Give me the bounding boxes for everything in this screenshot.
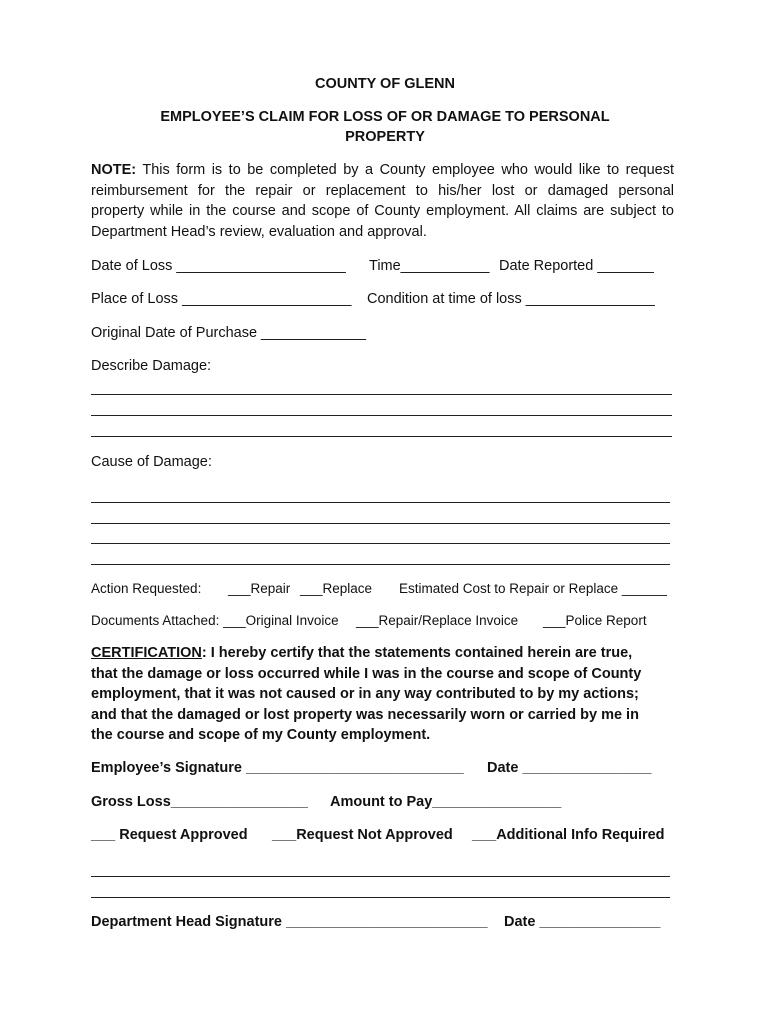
request-not-approved-option[interactable]: ___Request Not Approved bbox=[272, 827, 453, 843]
place-of-loss-field[interactable]: Place of Loss _____________________ bbox=[91, 291, 352, 307]
dept-head-date-field[interactable]: Date _______________ bbox=[504, 914, 661, 930]
form-title-line1: EMPLOYEE’S CLAIM FOR LOSS OF OR DAMAGE TO PERSONAL bbox=[160, 109, 610, 125]
cause-of-damage-label: Cause of Damage: bbox=[91, 454, 212, 470]
note-paragraph bbox=[91, 160, 674, 242]
employee-date-field[interactable]: Date ________________ bbox=[487, 760, 652, 776]
dept-head-signature-field[interactable]: Department Head Signature _________________________ bbox=[91, 914, 488, 930]
additional-info-option[interactable]: ___Additional Info Required bbox=[472, 827, 665, 843]
original-invoice-option[interactable]: Documents Attached: ___Original Invoice bbox=[91, 613, 339, 628]
describe-damage-label: Describe Damage: bbox=[91, 358, 212, 374]
cause-of-damage-line[interactable] bbox=[91, 564, 670, 565]
certification-label: CERTIFICATION bbox=[91, 645, 202, 661]
note-line4: Department Head’s review, evaluation and approval. bbox=[91, 223, 427, 240]
certification-line2: that the damage or loss occurred while I was in the course and scope of County bbox=[91, 665, 642, 682]
police-report-option[interactable]: ___Police Report bbox=[543, 613, 647, 628]
repair-replace-invoice-option[interactable]: ___Repair/Replace Invoice bbox=[356, 613, 519, 628]
cause-of-damage-line[interactable] bbox=[91, 543, 670, 544]
note-line3: property while in the course and scope of County employment. All claims are subject to bbox=[91, 203, 674, 219]
employee-signature-field[interactable]: Employee’s Signature ___________________________ bbox=[91, 760, 464, 776]
request-approved-option[interactable]: ___ Request Approved bbox=[91, 827, 248, 843]
cause-of-damage-line[interactable] bbox=[91, 523, 670, 524]
describe-damage-line[interactable] bbox=[91, 415, 672, 416]
condition-field[interactable]: Condition at time of loss ________________ bbox=[367, 291, 655, 307]
describe-damage-line[interactable] bbox=[91, 394, 672, 395]
approval-notes-line[interactable] bbox=[91, 897, 670, 898]
note-label: NOTE: bbox=[91, 162, 137, 178]
certification-line5: the course and scope of my County employment. bbox=[91, 727, 431, 743]
replace-option[interactable]: ___Replace bbox=[300, 581, 373, 596]
date-reported-field[interactable]: Date Reported _______ bbox=[499, 258, 654, 274]
estimated-cost-field[interactable]: Estimated Cost to Repair or Replace ______ bbox=[399, 581, 667, 596]
note-line2: reimbursement for the repair or replacement to his/her lost or damaged personal bbox=[91, 182, 674, 199]
approval-notes-line[interactable] bbox=[91, 876, 670, 877]
describe-damage-line[interactable] bbox=[91, 436, 672, 437]
form-title-line2: PROPERTY bbox=[345, 129, 425, 145]
amount-to-pay-field[interactable]: Amount to Pay________________ bbox=[330, 794, 562, 810]
gross-loss-field[interactable]: Gross Loss_________________ bbox=[91, 794, 308, 810]
note-line1: NOTE: This form is to be completed by a County employee who would like to request bbox=[91, 162, 674, 178]
original-date-of-purchase-field[interactable]: Original Date of Purchase _____________ bbox=[91, 325, 366, 341]
repair-option[interactable]: ___Repair bbox=[228, 581, 291, 596]
certification-line4: and that the damaged or lost property was necessarily worn or carried by me in bbox=[91, 706, 639, 723]
certification-line3: employment, that it was not caused or in any way contributed to by my actions; bbox=[91, 686, 639, 702]
certification-line1: CERTIFICATION: I hereby certify that the statements contained herein are true, bbox=[91, 645, 633, 661]
county-heading: COUNTY OF GLENN bbox=[315, 76, 455, 92]
action-requested-label: Action Requested: bbox=[91, 581, 202, 596]
date-of-loss-field[interactable]: Date of Loss _____________________ bbox=[91, 258, 346, 274]
time-field[interactable]: Time___________ bbox=[369, 258, 490, 274]
certification-paragraph bbox=[91, 643, 666, 746]
cause-of-damage-line[interactable] bbox=[91, 502, 670, 503]
